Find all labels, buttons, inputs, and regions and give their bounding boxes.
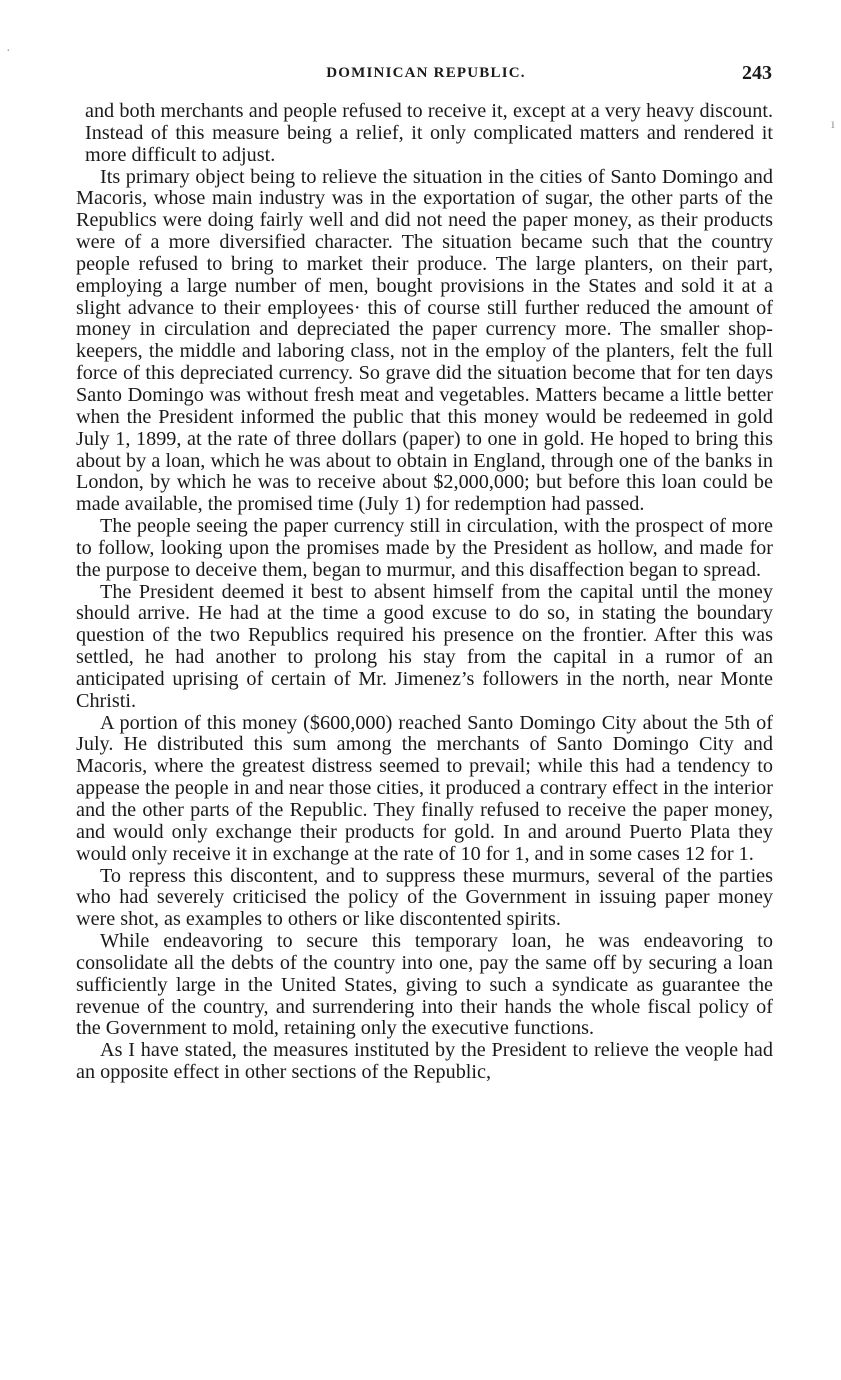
running-title: DOMINICAN REPUBLIC. <box>326 65 526 81</box>
running-head <box>76 62 776 88</box>
paragraph-temporary-loan: While endeavoring to secure this temporary loan, he was endeavoring to consolidate all the debts of the country into one, pay the same off by securing a loan sufficiently large in the United States, giving to such a syndicate as guarantee the revenue of the country, and surrendering into their hands the whole fiscal policy of the Government to mold, retaining only the executive functions. <box>76 930 773 1040</box>
paragraph-primary-object: Its primary object being to relieve the situation in the cities of Santo Domingo and Macoris, whose main industry was in the exportation of sugar, the other parts of the Republics were doing fairly well and did not need the paper money, as their products were of a more diversified character. The situation became such that the country people refused to bring to market their produce. The large planters, on their part, employing a large number of men, bought provisions in the States and sold it at a slight advance to their employees· this of course still further reduced the amount of money in circulation and depreciated the paper currency more. The smaller shopkeepers, the middle and laboring class, not in the employ of the planters, felt the full force of this depreciated currency. So grave did the situation become that for ten days Santo Domingo was without fresh meat and vegetables. Matters became a little better when the President informed the public that this money would be redeemed in gold July 1, 1899, at the rate of three dollars (paper) to one in gold. He hoped to bring this about by a loan, which he was about to obtain in England, through one of the banks in London, by which he was to receive about $2,000,000; but before this loan could be made available, the promised time (July 1) for redemption had passed. <box>76 165 773 516</box>
paragraph-repress-discontent: To repress this discontent, and to suppress these murmurs, several of the parties who had severely criticised the policy of the Government in issuing paper money were shot, as examples to others or like discontented spirits. <box>76 864 773 931</box>
margin-speck-right: ı <box>831 117 835 132</box>
paragraph-president-absent: The President deemed it best to absent himself from the capital until the money should arrive. He had at the time a good excuse to do so, in stating the boundary question of the two Republics required his presence on the frontier. After this was settled, he had another to prolong his stay from the capital in a rumor of an anticipated uprising of certain of Mr. Jimenez’s followers in the north, near Monte Christi. <box>76 580 773 712</box>
paragraph-portion-of-money: A portion of this money ($600,000) reached Santo Domingo City about the 5th of July. He distributed this sum among the merchants of Santo Domingo City and Macoris, where the greatest distress seemed to prevail; while this had a tendency to appease the people in and near those cities, it produced a contrary effect in the interior and the other parts of the Republic. They finally refused to receive the paper money, and would only exchange their products for gold. In and around Puerto Plata they would only receive it in exchange at the rate of 10 for 1, and in some cases 12 for 1. <box>76 711 773 865</box>
body-text <box>76 101 773 1084</box>
paragraph-continued: and both merchants and people refused to receive it, except at a very heavy discount. Instead of this measure being a relief, it only complicated matters and rendered it more difficult to adjust. <box>85 100 773 166</box>
paragraph-as-i-have-stated: As I have stated, the measures instituted by the President to relieve the νeople had an opposite effect in other sections of the Republic, <box>76 1039 773 1084</box>
margin-speck-left: · <box>6 44 11 59</box>
paragraph-people-seeing: The people seeing the paper currency still in circulation, with the prospect of more to follow, looking upon the promises made by the President as hollow, and made for the purpose to deceive them, began to murmur, and this disaffection began to spread. <box>76 515 773 581</box>
page-number: 243 <box>742 62 772 84</box>
